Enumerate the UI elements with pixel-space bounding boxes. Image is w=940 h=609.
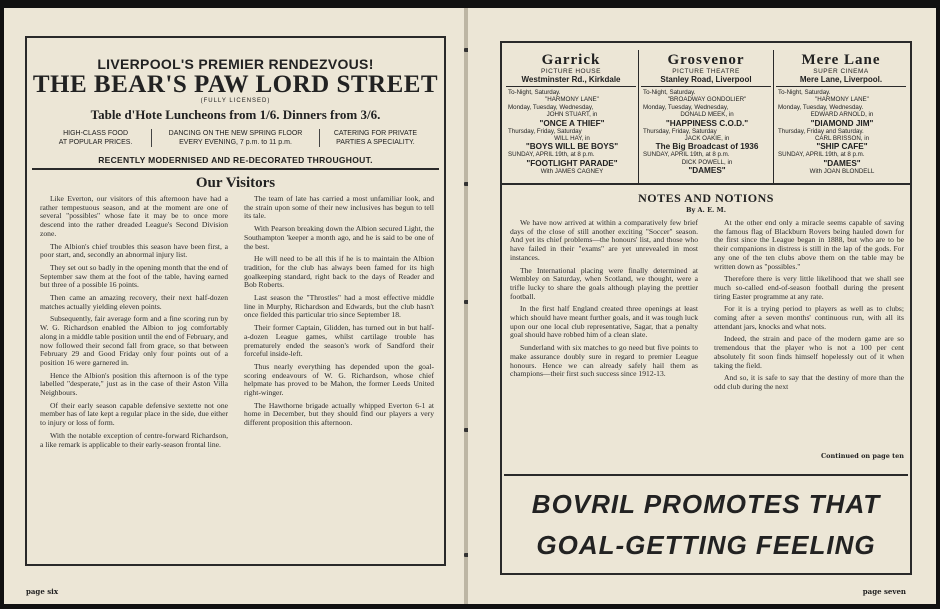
- programme-line: "HAPPINESS C.O.D.": [665, 118, 749, 128]
- paragraph: We have now arrived at within a comparatively few brief days of the close of still another exciting "Soccer" season. And yet its chief problems—the honours' list, and those who have failed in their "exams" are yet unrevealed in most instances.: [510, 218, 698, 262]
- programme-line: Thursday, Friday, Saturday: [508, 127, 582, 135]
- advert-details-row: [40, 129, 431, 147]
- paragraph: At the other end only a miracle seems capable of saving the famous flag of Blackburn Rovers being hauled down for the first since the League began in 1888, but who are to be their companions in distress is still in the lap of the gods. For any one of the ten clubs above them on the table may be written down as "possibles.": [714, 218, 904, 271]
- cinema-divider: [502, 183, 910, 185]
- cinema-advert: [639, 50, 774, 183]
- programme-line: SUNDAY, APRIL 19th, at 8 p.m.: [643, 151, 730, 159]
- cinema-address: Stanley Road, Liverpool: [641, 75, 771, 87]
- programme-line: DICK POWELL, in: [681, 158, 733, 166]
- programme-line: With JAMES CAGNEY: [540, 167, 604, 175]
- cinema-programme: [641, 89, 771, 175]
- cinema-name: Mere Lane: [801, 52, 881, 68]
- cinema-address: Mere Lane, Liverpool.: [776, 75, 906, 87]
- programme-line: "DAMES": [823, 158, 861, 168]
- programme-line: WILL HAY, in: [554, 135, 590, 143]
- our-visitors-heading: Our Visitors: [195, 175, 276, 191]
- programme-line: With JOAN BLONDELL: [809, 167, 875, 175]
- programme-line: Thursday, Friday, Saturday: [643, 127, 717, 135]
- advert-footer: RECENTLY MODERNISED AND RE-DECORATED THROUGHOUT.: [98, 155, 373, 165]
- cinema-name: Garrick: [541, 52, 601, 68]
- visitors-column-2: [244, 195, 434, 432]
- cinema-type: SUPER CINEMA: [813, 68, 869, 75]
- right-page: [468, 8, 936, 604]
- left-page: [4, 8, 465, 604]
- continued-notice: Continued on page ten: [821, 452, 904, 460]
- paragraph: They set out so badly in the opening month that the end of September saw them at the foot of the table, having earned but three of a possible 16 points.: [40, 262, 228, 290]
- paragraph: Thus nearly everything has depended upon the goal-scoring endeavours of W. G. Richardson, whose chief helpmate has proved to be Mahon, the former Leeds United right-winger.: [244, 361, 434, 398]
- cinema-programme: [506, 89, 636, 175]
- programme-line: "SHIP CAFE": [816, 142, 868, 152]
- programme-line: "FOOTLIGHT PARADE": [526, 158, 618, 168]
- programme-line: Monday, Tuesday, Wednesday.: [778, 103, 864, 111]
- programme-line: "ONCE A THIEF": [539, 118, 605, 128]
- paragraph: Like Everton, our visitors of this afternoon have had a rather tempestuous season, and at the moment are one of several "possibles" whose fate it may be to once more descend into the rather dreaded League's Second Division zone.: [40, 194, 228, 238]
- paragraph: Last season the "Throstles" had a most effective middle line in Murphy, Richardson and Edwards, but the club hasn't once fielded this particular trio since September 18.: [244, 293, 434, 320]
- programme-line: "HARMONY LANE": [545, 96, 599, 104]
- paragraph: The Hawthorne brigade actually whipped Everton 6-1 at home in December, but they should find our players a very different proposition this afternoon.: [244, 400, 434, 428]
- cinema-address: Westminster Rd., Kirkdale: [506, 75, 636, 87]
- paragraph: Hence the Albion's position this afternoon is of the type labelled "desperate," just as in the case of their Aston Villa Neighbours.: [40, 370, 228, 398]
- paragraph: Their former Captain, Glidden, has turned out in but half-a-dozen League games, whilst cartilage trouble has prematurely ended the season's work of Sandford their forceful inside-left.: [244, 323, 434, 359]
- page-number-seven: page seven: [862, 587, 906, 596]
- programme-line: DONALD MEEK, in: [680, 111, 734, 119]
- programme-line: JOHN STUART, in: [546, 111, 598, 119]
- programme-line: CARL BRISSON, in: [814, 135, 870, 143]
- paragraph: Indeed, the strain and pace of the modern game are so tremendous that the player who is not a 100 per cent absolutely fit soon finds himself hopelessly out of it when taking the field.: [714, 334, 904, 370]
- programme-line: "DIAMOND JIM": [810, 118, 874, 128]
- paragraph: Therefore there is very little likelihood that we shall see much so-called end-of-season football during the present tiring Easter programme at any rate.: [714, 274, 904, 301]
- advert-licence: (FULLY LICENSED): [200, 98, 271, 104]
- paragraph: Sunderland with six matches to go need but five points to make assurance doubly sure in regard to premier League honours. Hence we can already safely hail them as champions—their first such success since 1912-13.: [510, 343, 698, 379]
- programme-line: Monday, Tuesday, Wednesday,: [508, 103, 594, 111]
- bears-paw-advert: [32, 50, 439, 170]
- cinema-advert: [504, 50, 639, 183]
- programme-line: EDWARD ARNOLD, in: [810, 111, 874, 119]
- cinema-type: PICTURE THEATRE: [672, 68, 740, 75]
- paragraph: With Pearson breaking down the Albion secured Light, the Southampton 'keeper a month ago, and he is said to be one of the best.: [244, 224, 434, 251]
- programme-line: SUNDAY, APRIL 19th, at 8 p.m.: [508, 151, 595, 159]
- programme-line: Thursday, Friday and Saturday.: [778, 127, 864, 135]
- notes-column-1: [510, 219, 698, 383]
- paragraph: With the notable exception of centre-forward Richardson, a like remark is applicable to their early-season frontal line.: [40, 430, 228, 449]
- paragraph: Subsequently, fair average form and a fine scoring run by W. G. Richardson enabled the Albion to jog comfortably along in a middle table position until the end of February, and now followed their second fall from grace, so that between February 29 and Good Friday only four points out of a position 16 were garnered in.: [40, 314, 228, 367]
- programme-line: SUNDAY, APRIL 19th, at 8 p.m.: [778, 151, 865, 159]
- page-number-six: page six: [26, 587, 58, 596]
- cinema-advert: [774, 50, 908, 183]
- paragraph: He will need to be all this if he is to maintain the Albion tradition, for the club has always been famed for its high goalkeeping standard, right back to the days of Reader and Bob Roberts.: [244, 254, 434, 290]
- paragraph: Of their early season capable defensive sextette not one member has of late kept a regular place in the side, due either to injury or loss of form.: [40, 400, 228, 428]
- paragraph: The team of late has carried a most unfamiliar look, and the strain upon some of their new inclusives has begun to tell its tale.: [244, 194, 434, 221]
- programme-line: To-Night, Saturday.: [643, 89, 696, 96]
- advert-headline: THE BEAR'S PAW LORD STREET: [32, 71, 439, 98]
- paragraph: The Albion's chief troubles this season have been first, a poor start, and, secondly an abnormal injury list.: [40, 241, 228, 260]
- programme-line: To-Night, Saturday.: [778, 89, 831, 96]
- programme-line: JACK OAKIE, in: [684, 135, 730, 143]
- programme-line: To-Night, Saturday.: [508, 89, 561, 96]
- paragraph: And so, it is safe to say that the destiny of more than the odd club during the next: [714, 373, 904, 391]
- paragraph: Then came an amazing recovery, their next half-dozen matches actually yielding eleven points.: [40, 293, 228, 311]
- bovril-advert: [504, 474, 908, 574]
- advert-dancing-cell: DANCING ON THE NEW SPRING FLOOR EVERY EVENING, 7 p.m. to 11 p.m.: [151, 129, 320, 147]
- advert-catering-cell: CATERING FOR PRIVATE PARTIES A SPECIALITY.: [333, 130, 418, 146]
- cinema-programme: [776, 89, 906, 175]
- paragraph: The International placing were finally determined at Wembley on Saturday, when Scotland, we thought, were a trifle lucky to share the goals although playing the prettier football.: [510, 265, 698, 301]
- programme-line: "DAMES": [688, 166, 726, 176]
- programme-line: "HARMONY LANE": [815, 96, 869, 104]
- programme-line: The Big Broadcast of 1936: [655, 142, 759, 152]
- paragraph: In the first half England created three openings at least which should have meant further goals, and it was tough luck upon our one local club representative, Sagar, that a penalty goal should have robbed him of a clean slate.: [510, 304, 698, 340]
- notes-column-2: [714, 219, 904, 396]
- paragraph: For it is a trying period to players as well as to clubs; coming after a seven months' continuous run, with all its attendant jars, knocks and what nots.: [714, 304, 904, 331]
- notes-and-notions-heading: NOTES AND NOTIONS: [638, 191, 774, 205]
- visitors-column-1: [40, 195, 228, 453]
- notes-byline: By A. E. M.: [685, 206, 727, 214]
- programme-line: "BOYS WILL BE BOYS": [525, 142, 619, 152]
- programme-line: "BROADWAY GONDOLIER": [667, 96, 747, 104]
- cinema-name: Grosvenor: [667, 52, 745, 68]
- cinema-adverts: [504, 50, 908, 183]
- advert-tagline: LIVERPOOL'S PREMIER RENDEZVOUS!: [97, 56, 374, 72]
- cinema-type: PICTURE HOUSE: [541, 68, 601, 75]
- bovril-line-2: GOAL-GETTING FEELING: [536, 530, 876, 560]
- bovril-line-1: BOVRIL PROMOTES THAT: [531, 489, 881, 519]
- programme-line: Monday, Tuesday, Wednesday,: [643, 103, 729, 111]
- advert-meals: Table d'Hote Luncheons from 1/6. Dinners from 3/6.: [90, 107, 381, 122]
- advert-food-cell: HIGH-CLASS FOOD AT POPULAR PRICES.: [58, 130, 133, 146]
